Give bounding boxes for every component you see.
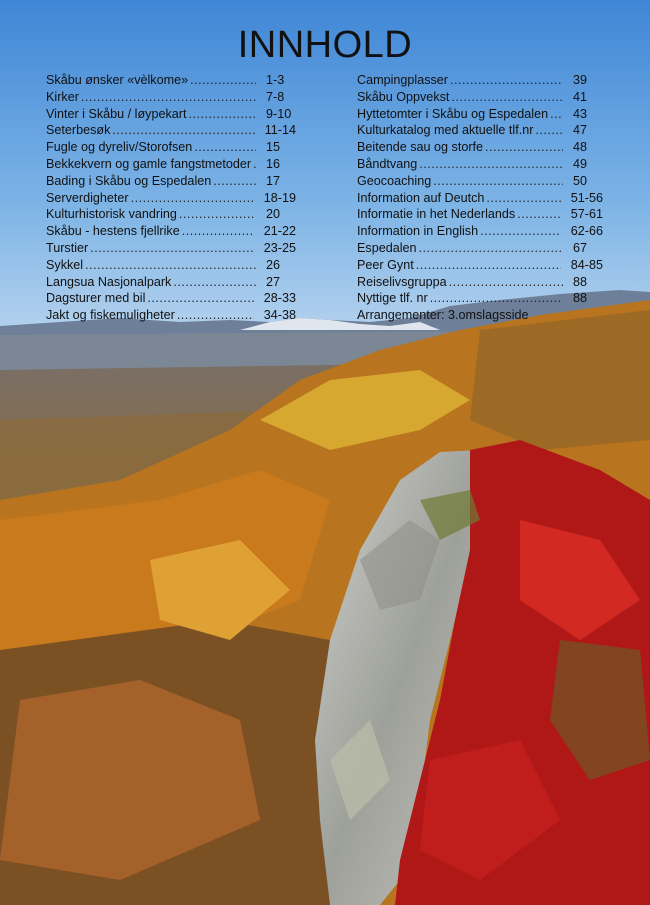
toc-leader-dots <box>173 275 256 289</box>
toc-entry-title: Skåbu Oppvekst <box>357 89 450 104</box>
toc-leader-dots <box>131 191 254 205</box>
toc-leader-dots <box>480 224 561 238</box>
toc-entry-title: Bading i Skåbu og Espedalen <box>46 173 212 188</box>
toc-entry-page: 27 <box>266 274 281 289</box>
toc-leader-dots <box>112 123 254 137</box>
toc-entry-page: 1-3 <box>266 73 285 87</box>
toc-leader-dots <box>419 241 563 255</box>
toc-entry-page: 39 <box>573 73 588 87</box>
toc-leader-dots <box>449 275 563 289</box>
toc-entry <box>46 258 296 275</box>
toc-entry-title: Dagsturer med bil <box>46 291 146 306</box>
toc-entry-page: 26 <box>266 257 281 272</box>
toc-entry-page: 88 <box>573 291 588 306</box>
toc-entry-title: Turstier <box>46 240 89 255</box>
toc-entry <box>46 291 296 308</box>
toc-entry-title: Langsua Nasjonalpark <box>46 274 172 289</box>
toc-entry-title: Informatie in het Nederlands <box>357 207 516 222</box>
toc-entry-page: 43 <box>573 106 588 121</box>
toc-entry-title: Information auf Deutch <box>357 190 485 205</box>
toc-entry <box>46 107 296 124</box>
toc-leader-dots <box>486 191 560 205</box>
toc-entry <box>46 157 296 174</box>
toc-entry-page: 57-61 <box>570 207 603 222</box>
toc-entry-page: 23-25 <box>263 240 296 255</box>
toc-entry <box>46 123 296 140</box>
toc-leader-dots <box>179 207 256 221</box>
toc-entry <box>46 140 296 157</box>
toc-entry-page: 88 <box>573 274 588 289</box>
toc-entry-page: 18-19 <box>263 190 296 205</box>
toc-entry-page: 49 <box>573 156 588 171</box>
toc-entry-title: Geocoaching <box>357 173 432 188</box>
toc-entry-page: 11-14 <box>264 123 296 138</box>
toc-entry <box>357 241 603 258</box>
toc-entry-page: 41 <box>573 89 588 104</box>
toc-entry <box>357 123 603 140</box>
toc-entry <box>46 275 296 292</box>
toc-entry-title: Arrangementer: 3.omslagsside <box>357 308 529 323</box>
toc-entry-page: 21-22 <box>263 224 296 239</box>
toc-entry-page: 9-10 <box>266 106 292 121</box>
toc-entry-title: Kulturhistorisk vandring <box>46 207 177 222</box>
toc-entry-title: Kirker <box>46 89 79 104</box>
toc-entry-title: Nyttige tlf. nr <box>357 291 428 306</box>
toc-entry-page: 15 <box>266 140 281 155</box>
toc-leader-dots <box>517 207 561 221</box>
toc-entry-page: 20 <box>266 207 281 222</box>
toc-entry <box>46 90 296 107</box>
toc-entry-page: 84-85 <box>570 257 603 272</box>
toc-entry-title: Skåbu - hestens fjellrike <box>46 224 180 239</box>
toc-leader-dots <box>535 123 563 137</box>
toc-leader-dots <box>188 107 256 121</box>
toc-leader-dots <box>450 73 563 87</box>
toc-leader-dots <box>253 157 256 171</box>
toc-entry-title: Campingplasser <box>357 73 448 87</box>
toc-entry <box>357 174 603 191</box>
toc-entry-title: Serverdigheter <box>46 190 129 205</box>
toc-leader-dots <box>177 308 254 322</box>
toc-entry <box>46 224 296 241</box>
toc-entry-page: 17 <box>266 173 281 188</box>
toc-entry <box>357 157 603 174</box>
toc-entry-page: 48 <box>573 140 588 155</box>
toc-entry-title: Seterbesøk <box>46 123 111 138</box>
toc-leader-dots <box>419 157 563 171</box>
toc-entry-page: 50 <box>573 173 588 188</box>
toc-entry <box>357 291 603 308</box>
toc-entry-title: Sykkel <box>46 257 84 272</box>
toc-entry-page: 7-8 <box>266 89 285 104</box>
toc-entry <box>357 191 603 208</box>
toc-entry <box>357 224 603 241</box>
toc-leader-dots <box>485 140 563 154</box>
toc-left-column <box>46 73 296 325</box>
toc-entry <box>357 107 603 124</box>
toc-entry-title: Vinter i Skåbu / løypekart <box>46 106 187 121</box>
toc-entry-title: Båndtvang <box>357 156 418 171</box>
toc-entry <box>357 275 603 292</box>
toc-entry-title: Bekkekvern og gamle fangstmetoder <box>46 156 252 171</box>
toc-entry <box>357 90 603 107</box>
toc-entry <box>46 73 296 90</box>
toc-entry-title: Peer Gynt <box>357 257 414 272</box>
toc-leader-dots <box>550 107 563 121</box>
toc-entry <box>46 308 296 325</box>
toc-entry-title: Jakt og fiskemuligheter <box>46 308 175 323</box>
toc-right-column <box>357 73 603 325</box>
toc-entry-page: 28-33 <box>263 291 296 306</box>
toc-leader-dots <box>213 174 256 188</box>
toc-leader-dots <box>90 241 254 255</box>
toc-leader-dots <box>147 291 253 305</box>
toc-entry <box>46 207 296 224</box>
toc-leader-dots <box>433 174 563 188</box>
toc-entry-page: 62-66 <box>570 224 603 239</box>
toc-entry-title: Hyttetomter i Skåbu og Espedalen <box>357 106 549 121</box>
toc-entry-page: 47 <box>573 123 588 138</box>
toc-entry-title: Information in English <box>357 224 479 239</box>
toc-entry-page: 16 <box>266 156 281 171</box>
toc-entry <box>357 258 603 275</box>
toc-entry-title: Fugle og dyreliv/Storofsen <box>46 140 193 155</box>
toc-leader-dots <box>430 291 563 305</box>
toc-entry <box>357 140 603 157</box>
toc-entry-page: 34-38 <box>263 308 296 323</box>
toc-entry <box>357 73 603 90</box>
page-title: INNHOLD <box>237 24 413 66</box>
toc-entry-page: 51-56 <box>570 190 603 205</box>
toc-entry-title: Skåbu ønsker «vèlkome» <box>46 73 189 87</box>
toc-entry <box>46 191 296 208</box>
toc-entry-page: 67 <box>573 240 588 255</box>
toc-entry <box>357 207 603 224</box>
toc-entry <box>46 241 296 258</box>
toc-leader-dots <box>416 258 561 272</box>
toc-leader-dots <box>85 258 256 272</box>
toc-leader-dots <box>451 90 563 104</box>
toc-entry <box>357 308 603 325</box>
toc-entry <box>46 174 296 191</box>
toc-leader-dots <box>194 140 256 154</box>
toc-leader-dots <box>81 90 256 104</box>
toc-leader-dots <box>182 224 254 238</box>
toc-leader-dots <box>190 73 256 87</box>
toc-entry-title: Espedalen <box>357 240 417 255</box>
toc-entry-title: Reiselivsgruppa <box>357 274 447 289</box>
toc-entry-title: Beitende sau og storfe <box>357 140 484 155</box>
toc-entry-title: Kulturkatalog med aktuelle tlf.nr <box>357 123 534 138</box>
